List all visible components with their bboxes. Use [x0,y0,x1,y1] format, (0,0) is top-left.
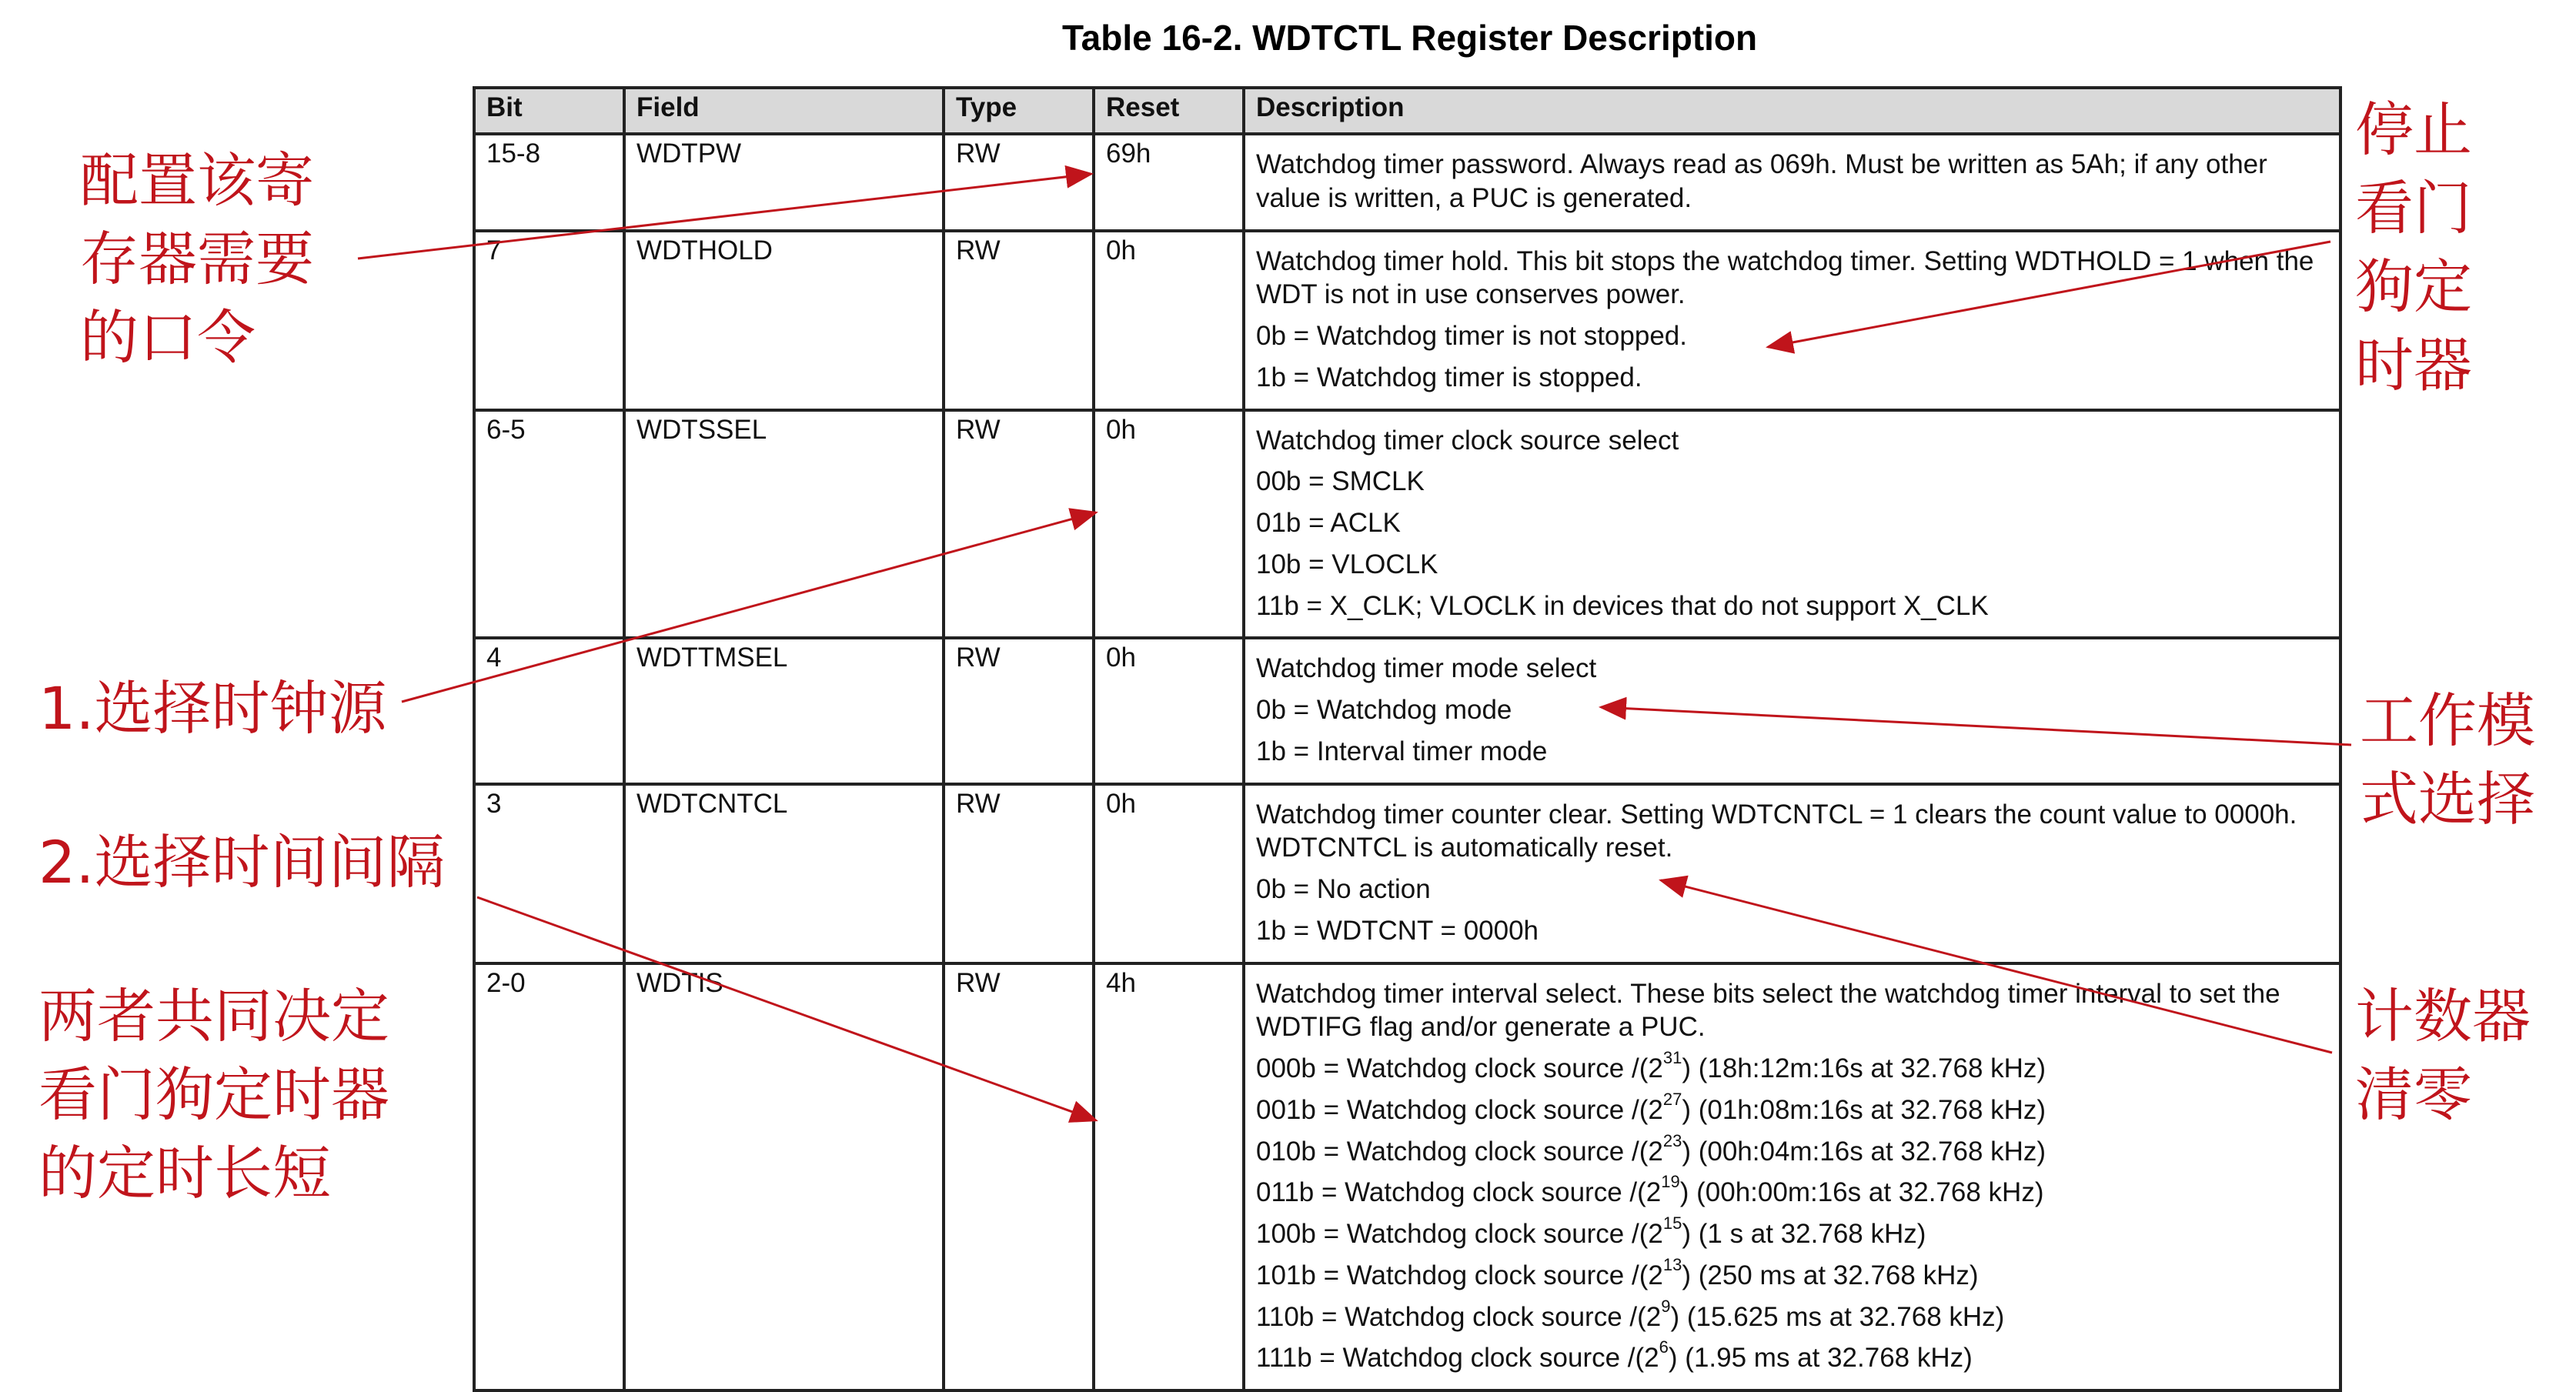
annotation-combined: 两者共同决定 看门狗定时器 的定时长短 [38,982,389,1207]
field-cell: WDTTMSEL [624,638,944,783]
table-header-row [474,88,2340,134]
bit-cell: 6-5 [474,410,624,639]
interval-option-exponent: 9 [1661,1296,1671,1316]
description-option: 11b = X_CLK; VLOCLK in devices that do not support X_CLK [1256,590,1989,621]
reset-cell: 0h [1094,410,1244,639]
interval-option-exponent: 23 [1662,1130,1682,1150]
interval-option-suffix: ) (18h:12m:16s at 32.768 kHz) [1682,1053,2046,1083]
interval-option-exponent: 6 [1659,1337,1669,1357]
reset-cell: 0h [1094,784,1244,963]
type-cell: RW [944,231,1094,410]
interval-option-prefix: 001b = Watchdog clock source /(2 [1256,1094,1663,1125]
interval-option-exponent: 31 [1662,1048,1682,1067]
description-text: Watchdog timer mode select [1256,653,1597,684]
type-cell: RW [944,410,1094,639]
description-cell [1244,963,2340,1391]
header-bit: Bit [474,88,624,134]
table-row [474,231,2340,410]
annotation-stop-watchdog: 停止 看门 狗定 时器 [2355,95,2472,399]
table-row [474,784,2340,963]
interval-option [1256,1254,2330,1293]
interval-option-prefix: 110b = Watchdog clock source /(2 [1256,1301,1662,1332]
table-row [474,134,2340,231]
interval-option-suffix: ) (1.95 ms at 32.768 kHz) [1668,1343,1973,1374]
bit-cell: 2-0 [474,963,624,1391]
bit-cell: 4 [474,638,624,783]
type-cell: RW [944,134,1094,231]
field-cell: WDTSSEL [624,410,944,639]
field-cell: WDTPW [624,134,944,231]
bit-cell: 7 [474,231,624,410]
interval-option-prefix: 010b = Watchdog clock source /(2 [1256,1136,1663,1167]
description-text: Watchdog timer hold. This bit stops the watchdog timer. Setting WDTHOLD = 1 when the WDT is not in use conserves power. [1256,245,2314,310]
header-type: Type [944,88,1094,134]
interval-option-exponent: 13 [1662,1254,1682,1274]
description-cell [1244,638,2340,783]
interval-option-prefix: 011b = Watchdog clock source /(2 [1256,1177,1662,1208]
annotation-counter-clear: 计数器 清零 [2355,982,2531,1129]
description-text: Watchdog timer clock source select [1256,425,1679,456]
description-cell [1244,784,2340,963]
description-option: 1b = WDTCNT = 0000h [1256,915,1539,946]
header-field: Field [624,88,944,134]
interval-option-prefix: 111b = Watchdog clock source /(2 [1256,1343,1659,1374]
description-option: 10b = VLOCLK [1256,549,1438,579]
interval-option-suffix: ) (01h:08m:16s at 32.768 kHz) [1682,1094,2046,1125]
annotation-interval: 2.选择时间间隔 [38,828,446,896]
table-row [474,410,2340,639]
description-option: 1b = Watchdog timer is stopped. [1256,362,1642,392]
interval-option-exponent: 27 [1662,1089,1682,1109]
interval-option [1256,1172,2330,1210]
table-row [474,963,2340,1391]
annotation-clock-source: 1.选择时钟源 [38,674,387,743]
reset-cell: 0h [1094,638,1244,783]
type-cell: RW [944,638,1094,783]
reset-cell: 0h [1094,231,1244,410]
interval-option [1256,1048,2330,1086]
reset-cell: 4h [1094,963,1244,1391]
interval-option [1256,1337,2330,1375]
register-table [473,86,2342,1392]
interval-option-prefix: 100b = Watchdog clock source /(2 [1256,1219,1663,1249]
interval-option-suffix: ) (00h:04m:16s at 32.768 kHz) [1682,1136,2046,1167]
description-option: 00b = SMCLK [1256,466,1425,497]
interval-option-exponent: 19 [1661,1172,1680,1192]
description-option: 0b = No action [1256,874,1431,904]
description-option: 0b = Watchdog mode [1256,695,1512,725]
description-text: Watchdog timer interval select. These bits select the watchdog timer interval to set the WDTIFG flag and/or generate a PUC. [1256,978,2280,1043]
header-reset: Reset [1094,88,1244,134]
description-cell [1244,134,2340,231]
annotation-password: 配置该寄 存器需要 的口令 [80,146,314,372]
interval-option-exponent: 15 [1662,1213,1682,1233]
table-title: Table 16-2. WDTCTL Register Description [1062,18,1758,58]
reset-cell: 69h [1094,134,1244,231]
bit-cell: 3 [474,784,624,963]
interval-option-prefix: 000b = Watchdog clock source /(2 [1256,1053,1663,1083]
interval-option-suffix: ) (250 ms at 32.768 kHz) [1682,1260,1979,1290]
interval-option-suffix: ) (00h:00m:16s at 32.768 kHz) [1679,1177,2044,1208]
interval-option [1256,1089,2330,1127]
type-cell: RW [944,963,1094,1391]
interval-option [1256,1130,2330,1169]
description-cell [1244,231,2340,410]
description-option: 01b = ACLK [1256,508,1401,538]
field-cell: WDTHOLD [624,231,944,410]
interval-option [1256,1213,2330,1251]
description-text: Watchdog timer password. Always read as 069h. Must be written as 5Ah; if any other value is written, a PUC is generated. [1256,149,2267,213]
description-text: Watchdog timer counter clear. Setting WDTCNTCL = 1 clears the count value to 0000h. WDTCNTCL is automatically reset. [1256,799,2297,863]
description-option: 0b = Watchdog timer is not stopped. [1256,321,1687,351]
header-description: Description [1244,88,2340,134]
field-cell: WDTCNTCL [624,784,944,963]
type-cell: RW [944,784,1094,963]
annotation-work-mode: 工作模 式选择 [2360,686,2535,833]
description-option: 1b = Interval timer mode [1256,736,1548,766]
interval-option-suffix: ) (1 s at 32.768 kHz) [1682,1219,1926,1249]
table-row [474,638,2340,783]
interval-option-suffix: ) (15.625 ms at 32.768 kHz) [1670,1301,2005,1332]
field-cell: WDTIS [624,963,944,1391]
description-cell [1244,410,2340,639]
interval-option-prefix: 101b = Watchdog clock source /(2 [1256,1260,1663,1290]
interval-option [1256,1296,2330,1334]
bit-cell: 15-8 [474,134,624,231]
